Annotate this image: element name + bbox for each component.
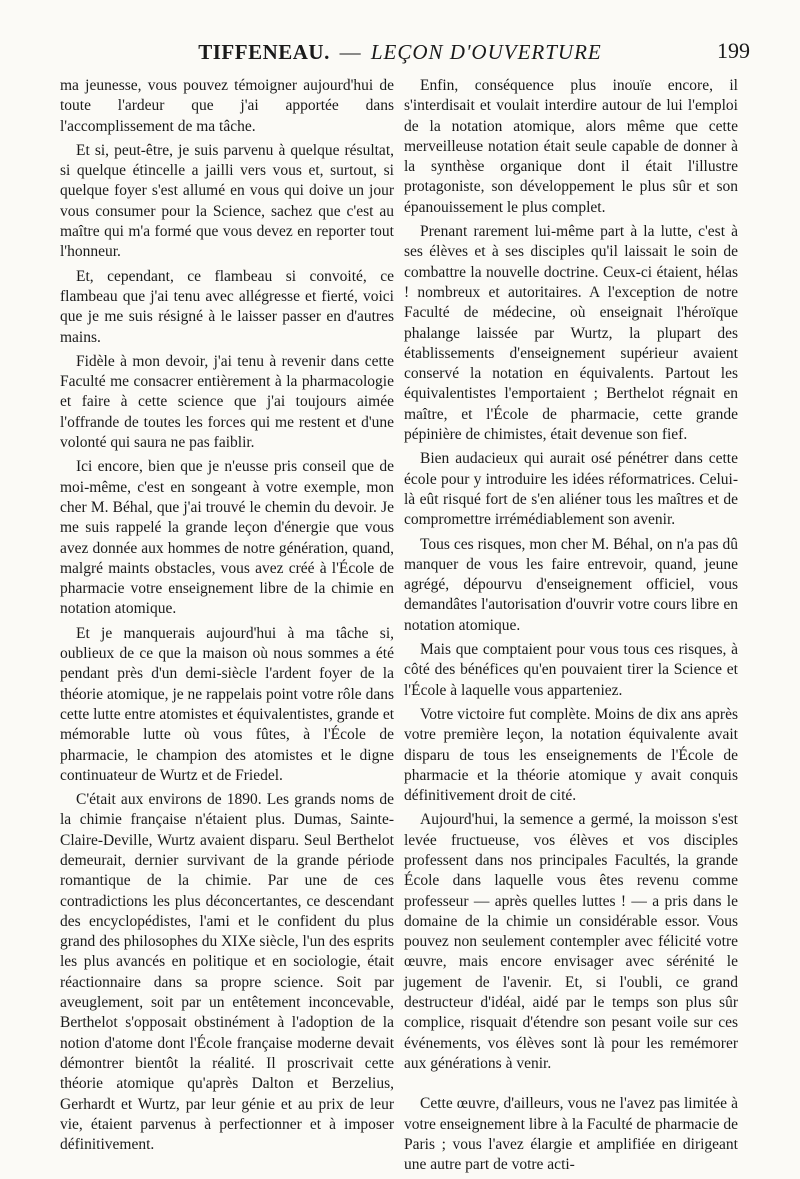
page-header <box>60 36 750 72</box>
paragraph: Et je manquerais aujourd'hui à ma tâche si, oublieux de ce que la maison où nous sommes a été pendant près d'un demi-siècle l'ardent foyer de la théorie atomique, je ne rappelais point votre rôle dans cette lutte entre atomistes et équivalentistes, grande et mémorable lutte où vous fûtes, à l'École de pharmacie, le champion des atomistes et le digne continuateur de Wurtz et de Friedel. <box>60 624 394 784</box>
paragraph: Aujourd'hui, la semence a germé, la moisson s'est levée fructueuse, vos élèves et vos disciples professent dans nos principales Facultés, la grande École dans laquelle vous êtes revenu comme professeur — après quelles luttes ! — a pris dans le domaine de la chimie un considérable essor. Vous pouvez non seulement contempler avec félicité votre œuvre, mais encore envisager avec sérénité le jugement de l'avenir. Et, si l'oubli, ce grand destructeur d'idéal, aidé par le temps son plus sûr complice, risquait d'étendre son pesant voile sur ces événements, vos élèves sont là pour les remémorer aux générations à venir. <box>404 811 738 1072</box>
lecture-subtitle: LEÇON D'OUVERTURE <box>370 40 602 64</box>
paragraph: Cette œuvre, d'ailleurs, vous ne l'avez pas limitée à votre enseignement libre à la Faculté de pharmacie de Paris ; vous l'avez élargie et amplifiée en dirigeant une autre part de votre acti- <box>404 1095 738 1174</box>
paragraph: Votre victoire fut complète. Moins de dix ans après votre première leçon, la notation équivalente avait disparu de tous les enseignements de l'École de pharmacie et la théorie atomique y avait conquis définitivement droit de cité. <box>404 705 738 805</box>
paragraph: Mais que comptaient pour vous tous ces risques, à côté des bénéfices qu'en pouvaient tirer la Science et l'École à laquelle vous apparteniez. <box>404 641 738 699</box>
paragraph: Bien audacieux qui aurait osé pénétrer dans cette école pour y introduire les idées réformatrices. Celui-là eût risqué fort de s'en aliéner tous les maîtres et de compromettre irrémédiablement son avenir. <box>404 450 738 529</box>
paragraph: ma jeunesse, vous pouvez témoigner aujourd'hui de toute l'ardeur que j'ai apportée dans l'accomplissement de ma tâche. <box>60 77 394 135</box>
paragraph: Enfin, conséquence plus inouïe encore, il s'interdisait et voulait interdire autour de lui l'emploi de la notation atomique, alors même que cette merveilleuse notation était seule capable de donner à la synthèse organique dont il était l'illustre protagoniste, son développement le plus sûr et son épanouissement le plus complet. <box>404 77 738 216</box>
paragraph: Et si, peut-être, je suis parvenu à quelque résultat, si quelque étincelle a jailli vers vous et, surtout, si quelque foyer s'est allumé en vous qui doive un jour vous consumer pour la Science, sachez que c'est au maître qui m'a formé que vous devez en reporter tout l'honneur. <box>60 141 394 261</box>
right-column <box>404 76 738 1179</box>
paragraph: Ici encore, bien que je n'eusse pris conseil que de moi-même, c'est en songeant à votre exemple, mon cher M. Béhal, que j'ai trouvé le chemin du devoir. Je me suis rappelé la grande leçon d'énergie que vous avez donnée aux hommes de notre génération, quand, malgré maints obstacles, vous avez créé à l'École de pharmacie votre enseignement libre de la chimie en notation atomique. <box>60 458 394 618</box>
author-name: TIFFENEAU. <box>198 40 330 64</box>
page-number: 199 <box>717 38 750 63</box>
running-title <box>60 40 740 65</box>
paragraph: Tous ces risques, mon cher M. Béhal, on n'a pas dû manquer de vous les faire entrevoir, quand, jeune agrégé, dépourvu d'enseignement officiel, vous demandâtes l'autorisation d'ouvrir votre cours libre en notation atomique. <box>404 535 738 634</box>
paragraph: C'était aux environs de 1890. Les grands noms de la chimie française n'étaient plus. Dumas, Sainte-Claire-Deville, Wurtz avaient disparu. Seul Berthelot demeurait, dernier survivant de la grande période romantique de la chimie. Par une de ces contradictions les plus déconcertantes, ce descendant des encyclopédistes, l'ami et le confident du plus grand des philosophes du XIXe siècle, l'un des esprits les plus avancés en politique et en sociologie, était réactionnaire dans sa propre science. Soit par aveuglement, soit par un entêtement inconcevable, Berthelot s'opposait obstinément à l'adoption de la notion d'atome dont l'École française moderne devait démontrer bientôt la réalité. Il proscrivait cette théorie atomique qu'après Dalton et Berzelius, Gerhardt et Wurtz, par leur génie et au prix de leur vie, étaient parvenus à perfectionner et à imposer définitivement. <box>60 791 394 1154</box>
paragraph: Et, cependant, ce flambeau si convoité, ce flambeau que j'ai tenu avec allégresse et fierté, voici que je me suis résigné à le laisser passer en d'autres mains. <box>60 267 394 346</box>
paragraph: Prenant rarement lui-même part à la lutte, c'est à ses élèves et à ses disciples qu'il laissait le soin de combattre la nouvelle doctrine. Ceux-ci étaient, hélas ! nombreux et autoritaires. A l'exception de notre Faculté de médecine, où enseignait l'héroïque phalange laissée par Wurtz, la plupart des établissements d'enseignement supérieur avaient conservé la notation en équivalents. Partout les équivalentistes l'emportaient ; Berthelot régnait en maître, et l'École de pharmacie, cette grande pépinière de chimistes, était devenue son fief. <box>404 223 738 444</box>
title-separator: — <box>339 40 362 64</box>
left-column <box>60 76 394 1159</box>
paragraph: Fidèle à mon devoir, j'ai tenu à revenir dans cette Faculté me consacrer entièrement à la pharmacologie et faire à cette science que j'ai toujours aimée l'offrande de toutes les forces qui me restent et d'une volonté qui saura ne pas faiblir. <box>60 352 394 452</box>
